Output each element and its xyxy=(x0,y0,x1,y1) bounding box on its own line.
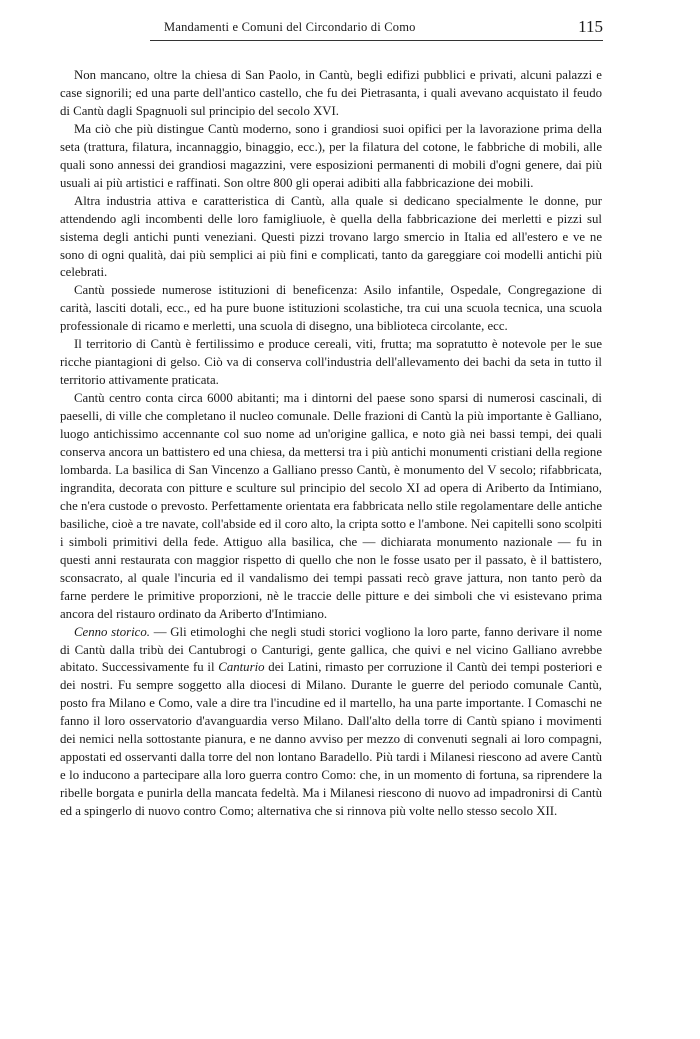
page-number: 115 xyxy=(578,17,603,36)
paragraph: Cenno storico. — Gli etimologhi che negli studi storici vogliono la loro parte, fanno derivare il nome di Cantù dalla tribù dei Cantubrogi o Canturigi, gente gallica, che quivi e nel vicino Galliano avrebbe abitato. Successivamente fu il Canturio dei Latini, rimasto per corruzione il Cantù dei tempi posteriori e dei nostri. Fu sempre soggetto alla diocesi di Milano. Durante le guerre del periodo comunale Cantù, posto fra Milano e Como, vale a dire tra l'incudine ed il martello, ha una parte importante. I Comaschi ne fanno il loro osservatorio d'avanguardia verso Milano. Dall'alto della torre di Cantù spiano i movimenti dei nemici nella sottostante pianura, e ne danno avviso per mezzo di convenuti segnali ai loro compagni, appostati ed osservanti dalla torre del non lontano Baradello. Più tardi i Milanesi riescono ad avere Cantù e lo inducono a partecipare alla loro guerra contro Como: che, in un momento di fortuna, sa riprendere la ribelle borgata e punirla della mancata fedeltà. Ma i Milanesi riescono di nuovo ad impadronirsi di Cantù ed a spingerlo di nuovo contro Como; alternativa che si rinnova più volte nello stesso secolo XII. xyxy=(60,624,603,819)
paragraph: Ma ciò che più distingue Cantù moderno, sono i grandiosi suoi opifici per la lavorazione prima della seta (trattura, filatura, incannaggio, binaggio, ecc.), per la filatura del cotone, le fabbriche di mobili, alle quali sono annessi dei grandiosi magazzini, vere esposizioni permanenti di mobili d'ogni genere, dai più usuali ai più artistici e raffinati. Son oltre 800 gli operai adibiti alla fabbricazione dei mobili. xyxy=(60,121,602,190)
page-header xyxy=(150,18,603,41)
body-text xyxy=(60,67,602,821)
paragraph: Cantù centro conta circa 6000 abitanti; ma i dintorni del paese sono sparsi di numerosi cascinali, di paeselli, di ville che completano il nucleo comunale. Delle frazioni di Cantù la più importante è Galliano, luogo antichissimo accennante col suo nome ad un'origine gallica, e noto già nei bassi tempi, dei quali conserva ancora un battistero ed una chiesa, da mettersi tra i più antichi monumenti cristiani della regione lombarda. La basilica di San Vincenzo a Galliano presso Cantù, è monumento del V secolo; rifabbricata, ingrandita, decorata con pitture e sculture sul principio del secolo XI ad opera di Ariberto da Intimiano, che n'era custode o prevosto. Perfettamente orientata era fabbricata nello stile regolamentare delle antiche basiliche, cioè a tre navate, coll'abside ed il coro alto, la cripta sotto e l'ambone. Nei capitelli sono scolpiti i simboli primitivi della fede. Attiguo alla basilica, che — dichiarata monumento nazionale — fu in questi anni restaurata con maggior rispetto di quello che non le fosse usato per il passato, è il battistero, sconsacrato, al quale l'incuria ed il vandalismo dei tempi passati recò grave jattura, non tanto però da farne perdere le primitive proporzioni, nè le traccie delle pitture e dei simboli che vi esistevano prima ancora del ristauro ordinato da Ariberto d'Intimiano. xyxy=(60,391,602,621)
running-title: Mandamenti e Comuni del Circondario di Como xyxy=(164,20,416,34)
paragraph: Cantù possiede numerose istituzioni di beneficenza: Asilo infantile, Ospedale, Congregazione di carità, lasciti dotali, ecc., ed ha pure buone istituzioni scolastiche, tra cui una scuola tecnica, una scuola professionale di ricamo e merletti, una scuola di disegno, una biblioteca circolante, ecc. xyxy=(60,283,602,334)
paragraph: Il territorio di Cantù è fertilissimo e produce cereali, viti, frutta; ma sopratutto è notevole per le sue ricche piantagioni di gelso. Ciò va di conserva coll'industria dell'allevamento dei bachi da seta in tutto il territorio attivamente praticata. xyxy=(60,337,602,388)
latin-term: Canturio xyxy=(218,660,265,675)
section-label: Cenno storico. xyxy=(74,624,150,639)
paragraph: Altra industria attiva e caratteristica di Cantù, alla quale si dedicano specialmente le donne, pur attendendo agli incombenti delle loro famigliuole, è quella della fabbricazione dei merletti e pizzi sul sistema degli antichi punti veneziani. Questi pizzi trovano largo smercio in Italia ed all'estero e ve ne sono di ogni qualità, dai più semplici ai più fini e complicati, tanto da gareggiare coi modelli antichi più celebrati. xyxy=(60,193,602,280)
paragraph: Non mancano, oltre la chiesa di San Paolo, in Cantù, begli edifizi pubblici e privati, alcuni palazzi e case signorili; ed una parte dell'antico castello, che fu dei Pietrasanta, i quali avevano acquistato il feudo di Cantù dagli Spagnuoli sul principio del secolo XVI. xyxy=(60,68,602,118)
